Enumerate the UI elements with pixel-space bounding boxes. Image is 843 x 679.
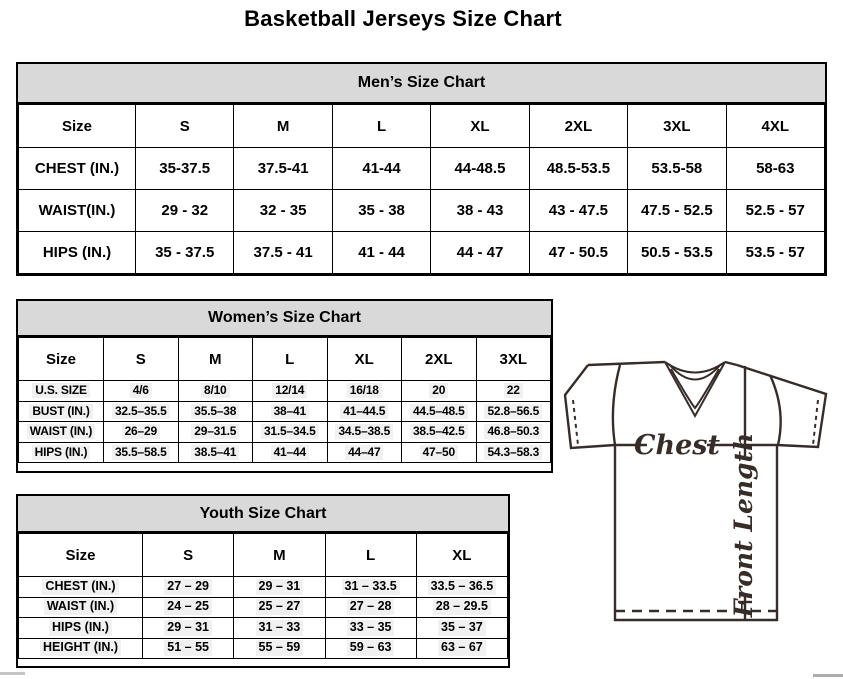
womens-size-chart [16, 299, 553, 473]
highlighted-text: 29 – 31 [164, 620, 212, 636]
measurement-cell [253, 422, 328, 443]
measurement-cell [143, 638, 234, 659]
measurement-cell: 29 - 32 [136, 190, 234, 232]
measurement-row [19, 232, 825, 274]
column-header: XL [431, 105, 529, 148]
measurement-row [19, 597, 508, 618]
highlighted-text: 35.5–58.5 [112, 445, 170, 460]
measurement-cell: 53.5 - 57 [726, 232, 824, 274]
highlighted-text: 38.5–42.5 [410, 424, 468, 439]
measurement-cell [416, 618, 507, 639]
collar [665, 362, 725, 416]
mens-size-table [18, 104, 825, 274]
measurement-cell [416, 638, 507, 659]
highlighted-text: 35.5–38 [191, 404, 239, 419]
measurement-cell [476, 381, 551, 402]
highlighted-text: 29–31.5 [191, 424, 239, 439]
measurement-cell: 35 - 37.5 [136, 232, 234, 274]
measurement-cell [327, 381, 402, 402]
measurement-row [19, 618, 508, 639]
measurement-cell: 37.5 - 41 [234, 232, 332, 274]
measurement-row [19, 422, 551, 443]
highlighted-text: 44.5–48.5 [410, 404, 468, 419]
measurement-cell: 43 - 47.5 [529, 190, 627, 232]
column-header: S [143, 534, 234, 577]
highlighted-text: 52.8–56.5 [484, 404, 542, 419]
size-header-row [19, 338, 551, 381]
highlighted-text: 35 – 37 [438, 620, 486, 636]
highlighted-text: 8/10 [201, 383, 230, 398]
highlighted-text: 27 – 29 [164, 579, 212, 595]
column-header: M [178, 338, 253, 381]
column-header: XL [416, 534, 507, 577]
measurement-cell [253, 442, 328, 463]
highlighted-text: U.S. SIZE [32, 383, 90, 398]
highlighted-text: 31.5–34.5 [261, 424, 319, 439]
measurement-cell: 47.5 - 52.5 [628, 190, 726, 232]
measurement-cell: 37.5-41 [234, 148, 332, 190]
page-title: Basketball Jerseys Size Chart [244, 6, 562, 31]
measurement-cell [104, 381, 179, 402]
column-header: Size [19, 534, 143, 577]
highlighted-text: 47–50 [420, 445, 458, 460]
measurement-cell: 48.5-53.5 [529, 148, 627, 190]
measurement-cell [104, 442, 179, 463]
measurement-cell [234, 618, 325, 639]
highlighted-text: 38.5–41 [191, 445, 239, 460]
highlighted-text: 28 – 29.5 [433, 599, 491, 615]
column-header: L [332, 105, 430, 148]
column-header: XL [327, 338, 402, 381]
measurement-cell: 38 - 43 [431, 190, 529, 232]
measurement-cell [178, 401, 253, 422]
highlighted-text: 22 [504, 383, 523, 398]
measurement-row [19, 401, 551, 422]
measurement-cell [234, 577, 325, 598]
measurement-row [19, 638, 508, 659]
measurement-cell [327, 442, 402, 463]
measurement-cell [234, 638, 325, 659]
measurement-row [19, 577, 508, 598]
horizontal-scrollbar-fragment-left[interactable] [0, 672, 25, 675]
highlighted-text: 51 – 55 [164, 640, 212, 656]
row-label [19, 577, 143, 598]
highlighted-text: 26–29 [122, 424, 160, 439]
highlighted-text: WAIST (IN.) [44, 599, 117, 615]
measurement-cell: 53.5-58 [628, 148, 726, 190]
highlighted-text: 59 – 63 [347, 640, 395, 656]
column-header: L [253, 338, 328, 381]
youth-size-table [18, 533, 508, 659]
measurement-cell: 50.5 - 53.5 [628, 232, 726, 274]
measurement-cell [325, 577, 416, 598]
measurement-cell: 41 - 44 [332, 232, 430, 274]
measurement-cell [143, 597, 234, 618]
column-header: Size [19, 105, 136, 148]
front-length-label: Front Length [729, 432, 758, 618]
measurement-cell: 32 - 35 [234, 190, 332, 232]
highlighted-text: 63 – 67 [438, 640, 486, 656]
measurement-cell [143, 577, 234, 598]
highlighted-text: 46.8–50.3 [484, 424, 542, 439]
highlighted-text: 41–44.5 [340, 404, 388, 419]
size-header-row [19, 534, 508, 577]
highlighted-text: 44–47 [345, 445, 383, 460]
measurement-cell [402, 381, 477, 402]
measurement-cell [327, 401, 402, 422]
column-header: S [136, 105, 234, 148]
highlighted-text: HIPS (IN.) [32, 445, 91, 460]
measurement-cell: 41-44 [332, 148, 430, 190]
highlighted-text: 27 – 28 [347, 599, 395, 615]
highlighted-text: CHEST (IN.) [42, 579, 118, 595]
size-header-row [19, 105, 825, 148]
highlighted-text: HEIGHT (IN.) [40, 640, 121, 656]
highlighted-text: 25 – 27 [256, 599, 304, 615]
highlighted-text: 41–44 [271, 445, 309, 460]
highlighted-text: WAIST (IN.) [27, 424, 95, 439]
measurement-cell [476, 422, 551, 443]
measurement-cell [178, 442, 253, 463]
measurement-cell [325, 618, 416, 639]
column-header: M [234, 105, 332, 148]
left-cuff-dashed-line [573, 400, 578, 445]
highlighted-text: 24 – 25 [164, 599, 212, 615]
column-header: S [104, 338, 179, 381]
measurement-cell: 35-37.5 [136, 148, 234, 190]
row-label [19, 381, 104, 402]
highlighted-text: 31 – 33.5 [342, 579, 400, 595]
measurement-cell: 52.5 - 57 [726, 190, 824, 232]
column-header: 2XL [402, 338, 477, 381]
measurement-cell [327, 422, 402, 443]
measurement-cell [234, 597, 325, 618]
highlighted-text: BUST (IN.) [29, 404, 92, 419]
measurement-cell [416, 577, 507, 598]
mens-size-chart [16, 62, 827, 276]
measurement-cell [325, 597, 416, 618]
highlighted-text: 32.5–35.5 [112, 404, 170, 419]
row-label: CHEST (IN.) [19, 148, 136, 190]
horizontal-scrollbar-fragment-right[interactable] [813, 674, 843, 677]
measurement-cell [178, 381, 253, 402]
measurement-cell [104, 422, 179, 443]
row-label [19, 401, 104, 422]
measurement-cell [402, 442, 477, 463]
youth-size-chart-title: Youth Size Chart [18, 496, 508, 533]
highlighted-text: 29 – 31 [256, 579, 304, 595]
row-label [19, 422, 104, 443]
highlighted-text: 4/6 [130, 383, 152, 398]
highlighted-text: 54.3–58.3 [484, 445, 542, 460]
column-header: M [234, 534, 325, 577]
row-label: WAIST(IN.) [19, 190, 136, 232]
column-header: 3XL [476, 338, 551, 381]
measurement-cell [178, 422, 253, 443]
womens-size-chart-title: Women’s Size Chart [18, 301, 551, 337]
measurement-row [19, 148, 825, 190]
row-label: HIPS (IN.) [19, 232, 136, 274]
highlighted-text: 33 – 35 [347, 620, 395, 636]
measurement-row [19, 381, 551, 402]
column-header: 2XL [529, 105, 627, 148]
measurement-cell [253, 381, 328, 402]
measurement-cell: 47 - 50.5 [529, 232, 627, 274]
highlighted-text: 12/14 [272, 383, 307, 398]
measurement-row [19, 442, 551, 463]
highlighted-text: 31 – 33 [256, 620, 304, 636]
measurement-cell [253, 401, 328, 422]
measurement-cell [402, 401, 477, 422]
measurement-cell [416, 597, 507, 618]
column-header: 4XL [726, 105, 824, 148]
mens-size-chart-title: Men’s Size Chart [18, 64, 825, 104]
highlighted-text: 20 [429, 383, 448, 398]
right-cuff-dashed-line [813, 400, 818, 445]
measurement-cell: 44-48.5 [431, 148, 529, 190]
column-header: Size [19, 338, 104, 381]
womens-size-table [18, 337, 551, 463]
chest-label: Chest [634, 430, 720, 461]
row-label [19, 638, 143, 659]
highlighted-text: 55 – 59 [256, 640, 304, 656]
column-header: L [325, 534, 416, 577]
measurement-cell [104, 401, 179, 422]
measurement-cell: 58-63 [726, 148, 824, 190]
jersey-outline [565, 362, 826, 620]
highlighted-text: HIPS (IN.) [49, 620, 112, 636]
column-header: 3XL [628, 105, 726, 148]
measurement-cell [402, 422, 477, 443]
measurement-cell [143, 618, 234, 639]
measurement-cell: 44 - 47 [431, 232, 529, 274]
highlighted-text: 38–41 [271, 404, 309, 419]
measurement-cell [476, 442, 551, 463]
highlighted-text: 33.5 – 36.5 [428, 579, 497, 595]
measurement-cell [476, 401, 551, 422]
highlighted-text: 16/18 [347, 383, 382, 398]
row-label [19, 442, 104, 463]
row-label [19, 597, 143, 618]
measurement-cell [325, 638, 416, 659]
jersey-measurement-diagram [556, 356, 842, 676]
row-label [19, 618, 143, 639]
youth-size-chart [16, 494, 510, 668]
measurement-row [19, 190, 825, 232]
highlighted-text: 34.5–38.5 [335, 424, 393, 439]
measurement-cell: 35 - 38 [332, 190, 430, 232]
